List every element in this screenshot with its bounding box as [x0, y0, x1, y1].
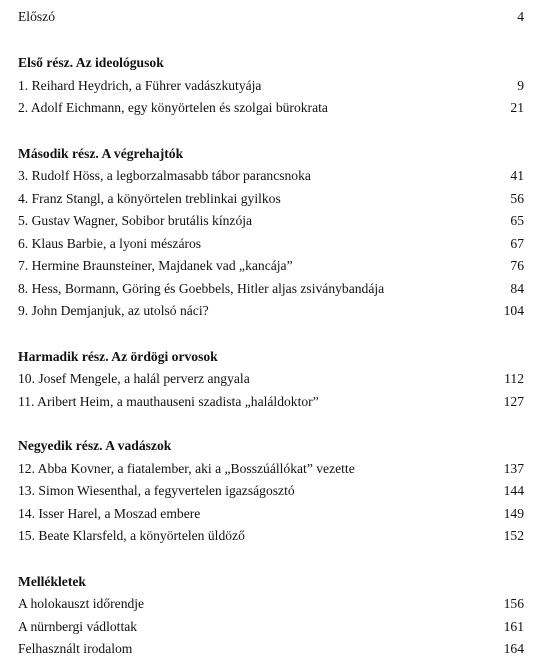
toc-entry-title: Előszó [18, 9, 55, 24]
part-heading [18, 572, 524, 592]
toc-entry-title: 11. Aribert Heim, a mauthauseni szadista „haláldoktor” [18, 394, 319, 409]
toc-entry-page: 156 [503, 596, 524, 611]
toc-entry-page: 104 [503, 303, 524, 318]
part-heading-title: Mellékletek [18, 574, 86, 589]
toc-entry [18, 98, 524, 118]
toc-entry [18, 481, 524, 501]
toc-entry-title: 12. Abba Kovner, a fiatalember, aki a „Bosszúállókat” vezette [18, 461, 355, 476]
toc-entry-page: 41 [510, 168, 524, 183]
toc-entry-title: 9. John Demjanjuk, az utolsó náci? [18, 303, 209, 318]
toc-entry-title: 14. Isser Harel, a Moszad embere [18, 506, 201, 521]
toc-entry-title: 2. Adolf Eichmann, egy könyörtelen és szolgai bürokrata [18, 100, 328, 115]
part-heading [18, 53, 524, 73]
toc-entry [18, 301, 524, 321]
toc-entry [18, 234, 524, 254]
toc-entry-page: 112 [504, 371, 524, 386]
toc-entry-title: 6. Klaus Barbie, a lyoni mészáros [18, 236, 202, 251]
toc-entry [18, 526, 524, 546]
toc-entry-page: 164 [503, 641, 524, 656]
part-heading-title: Harmadik rész. Az ördögi orvosok [18, 349, 218, 364]
toc-entry [18, 459, 524, 479]
toc-entry [18, 166, 524, 186]
part-heading [18, 436, 524, 456]
toc-entry-page: 67 [510, 236, 524, 251]
toc-entry-page: 127 [503, 394, 524, 409]
toc-entry-title: 3. Rudolf Höss, a legborzalmasabb tábor parancsnoka [18, 168, 311, 183]
toc-entry-page: 76 [510, 258, 524, 273]
toc-entry-page: 144 [503, 483, 524, 498]
toc-entry [18, 369, 524, 389]
toc-entry-title: 15. Beate Klarsfeld, a könyörtelen üldöző [18, 528, 245, 543]
toc-entry [18, 594, 524, 614]
toc-entry [18, 279, 524, 299]
toc-entry-page: 84 [510, 281, 524, 296]
toc-entry-page: 4 [517, 9, 524, 24]
part-heading [18, 347, 524, 367]
toc-entry [18, 189, 524, 209]
toc-entry-page: 149 [503, 506, 524, 521]
part-heading-title: Negyedik rész. A vadászok [18, 438, 172, 453]
toc-entry-page: 65 [510, 213, 524, 228]
toc-entry [18, 256, 524, 276]
toc-entry-page: 56 [510, 191, 524, 206]
toc-entry-title: 1. Reihard Heydrich, a Führer vadászkutyája [18, 78, 262, 93]
part-heading [18, 144, 524, 164]
toc-entry-page: 152 [503, 528, 524, 543]
toc-entry-title: 5. Gustav Wagner, Sobibor brutális kínzója [18, 213, 253, 228]
toc-entry [18, 504, 524, 524]
toc-entry-page: 137 [503, 461, 524, 476]
toc-entry-title: A holokauszt időrendje [18, 596, 145, 611]
toc-entry [18, 76, 524, 96]
toc-entry-page: 161 [503, 619, 524, 634]
toc-entry-title: 13. Simon Wiesenthal, a fegyvertelen igazságosztó [18, 483, 295, 498]
toc-entry [18, 617, 524, 637]
toc-entry-title: 8. Hess, Bormann, Göring és Goebbels, Hitler aljas zsiványbandája [18, 281, 385, 296]
toc-entry-page: 9 [517, 78, 524, 93]
toc-entry [18, 392, 524, 412]
toc-entry [18, 639, 524, 659]
toc-entry-title: Felhasznált irodalom [18, 641, 133, 656]
part-heading-title: Első rész. Az ideológusok [18, 55, 164, 70]
toc-entry-title: 7. Hermine Braunsteiner, Majdanek vad „kancája” [18, 258, 293, 273]
toc-entry-page: 21 [510, 100, 524, 115]
toc-entry-title: 4. Franz Stangl, a könyörtelen treblinkai gyilkos [18, 191, 281, 206]
toc-entry-preface [18, 7, 524, 27]
toc-entry [18, 211, 524, 231]
toc-entry-title: A nürnbergi vádlottak [18, 619, 138, 634]
part-heading-title: Második rész. A végrehajtók [18, 146, 184, 161]
toc-entry-title: 10. Josef Mengele, a halál perverz angyala [18, 371, 250, 386]
